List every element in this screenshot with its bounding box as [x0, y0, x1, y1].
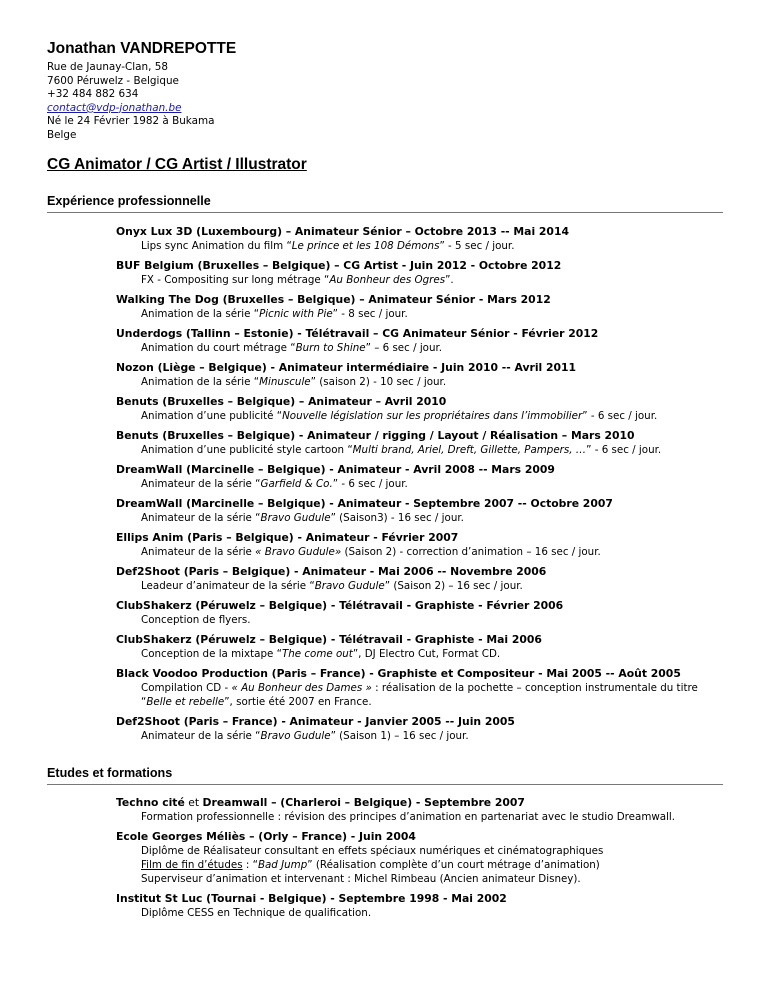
job-title: CG Animator / CG Artist / Illustrator: [47, 156, 307, 173]
experience-entry: [116, 224, 726, 253]
education-description: Diplôme CESS en Technique de qualification.: [141, 907, 372, 919]
education-description: Formation professionnelle : révision des principes d’animation en partenariat avec le studio Dreamwall.: [141, 811, 676, 823]
italic-title: Bravo Gudule: [314, 580, 385, 592]
heading-part: Dreamwall – (Charleroi – Belgique) - Septembre 2007: [202, 796, 525, 809]
heading-part: Ecole Georges Méliès – (Orly – France) - Juin 2004: [116, 830, 416, 843]
experience-heading: DreamWall (Marcinelle – Belgique) - Animateur - Avril 2008 -- Mars 2009: [116, 463, 555, 476]
nationality: Belge: [47, 128, 77, 141]
experience-entry: [116, 462, 726, 491]
education-heading: [116, 829, 726, 844]
experience-heading: BUF Belgium (Bruxelles – Belgique) – CG Artist - Juin 2012 - Octobre 2012: [116, 259, 562, 272]
experience-heading: Underdogs (Tallinn – Estonie) - Télétravail – CG Animateur Sénior - Février 2012: [116, 327, 599, 340]
experience-entry: [116, 632, 726, 661]
candidate-name: Jonathan VANDREPOTTE: [47, 40, 237, 57]
heading-part: et: [184, 796, 203, 809]
italic-title: Garfield & Co.: [260, 478, 333, 490]
experience-description: Animateur de la série « Bravo Gudule» (Saison 2) - correction d’animation – 16 sec / jour.: [141, 546, 601, 558]
experience-heading: ClubShakerz (Péruwelz – Belgique) - Télétravail - Graphiste - Mai 2006: [116, 633, 542, 646]
heading-part: Techno cité: [116, 796, 185, 809]
italic-title: Bravo Gudule: [260, 730, 331, 742]
email-link[interactable]: contact@vdp-jonathan.be: [47, 101, 182, 114]
underlined-text: Film de fin d’études: [141, 859, 243, 871]
experience-entry: [116, 564, 726, 593]
experience-entry: [116, 258, 726, 287]
experience-description: Animation d’une publicité style cartoon “Multi brand, Ariel, Dreft, Gillette, Pampers, …” - 6 sec / jour.: [141, 444, 662, 456]
experience-section-title: Expérience professionnelle: [47, 194, 723, 213]
experience-list: [116, 224, 726, 748]
italic-title: Nouvelle législation sur les propriétaires dans l’immobilier: [282, 410, 583, 422]
education-section-title: Etudes et formations: [47, 766, 723, 785]
experience-heading: Onyx Lux 3D (Luxembourg) – Animateur Sénior – Octobre 2013 -- Mai 2014: [116, 225, 569, 238]
italic-title: Burn to Shine: [295, 342, 366, 354]
italic-title: Bad Jump: [257, 859, 308, 871]
birth-info: Né le 24 Février 1982 à Bukama: [47, 115, 215, 128]
experience-entry: [116, 360, 726, 389]
experience-heading: Def2Shoot (Paris – Belgique) - Animateur - Mai 2006 -- Novembre 2006: [116, 565, 547, 578]
experience-heading: Nozon (Liège – Belgique) - Animateur intermédiaire - Juin 2010 -- Avril 2011: [116, 361, 577, 374]
italic-title: Bravo Gudule: [260, 512, 331, 524]
experience-heading: Benuts (Bruxelles – Belgique) – Animateur – Avril 2010: [116, 395, 447, 408]
experience-description: Leadeur d’animateur de la série “Bravo Gudule” (Saison 2) – 16 sec / jour.: [141, 580, 523, 592]
experience-entry: [116, 292, 726, 321]
address-line-2: 7600 Péruwelz - Belgique: [47, 74, 179, 87]
experience-description: Animation de la série “Picnic with Pie” - 8 sec / jour.: [141, 308, 408, 320]
experience-entry: [116, 714, 726, 743]
italic-title: The come out: [281, 648, 353, 660]
education-description: Superviseur d’animation et intervenant : Michel Rimbeau (Ancien animateur Disney).: [141, 873, 581, 885]
experience-heading: Ellips Anim (Paris – Belgique) - Animateur - Février 2007: [116, 531, 459, 544]
experience-description: Conception de flyers.: [141, 614, 251, 626]
experience-entry: [116, 666, 726, 709]
education-description: Film de fin d’études : “Bad Jump” (Réalisation complète d’un court métrage d’animation): [141, 859, 600, 871]
experience-description: Animation d’une publicité “Nouvelle législation sur les propriétaires dans l’immobilier” - 6 sec / jour.: [141, 410, 658, 422]
experience-description: FX - Compositing sur long métrage “Au Bonheur des Ogres”.: [141, 274, 454, 286]
italic-title: « Au Bonheur des Dames »: [231, 682, 372, 694]
education-entry: [116, 891, 726, 920]
experience-description: Animation du court métrage “Burn to Shine” – 6 sec / jour.: [141, 342, 443, 354]
italic-title: Belle et rebelle: [146, 696, 225, 708]
experience-heading: Def2Shoot (Paris – France) - Animateur - Janvier 2005 -- Juin 2005: [116, 715, 515, 728]
experience-entry: [116, 326, 726, 355]
experience-entry: [116, 496, 726, 525]
experience-description: Animateur de la série “Garfield & Co.” - 6 sec / jour.: [141, 478, 408, 490]
experience-description: Animateur de la série “Bravo Gudule” (Saison 1) – 16 sec / jour.: [141, 730, 469, 742]
italic-title: Multi brand, Ariel, Dreft, Gillette, Pampers, …: [352, 444, 587, 456]
experience-entry: [116, 394, 726, 423]
italic-title: Picnic with Pie: [259, 308, 333, 320]
phone-number: +32 484 882 634: [47, 88, 139, 101]
education-entry: [116, 795, 726, 824]
experience-description: Conception de la mixtape “The come out”, DJ Electro Cut, Format CD.: [141, 648, 501, 660]
italic-title: Minuscule: [259, 376, 311, 388]
address-line-1: Rue de Jaunay-Clan, 58: [47, 61, 168, 73]
experience-entry: [116, 598, 726, 627]
education-heading: [116, 795, 726, 810]
heading-part: Institut St Luc (Tournai - Belgique) - Septembre 1998 - Mai 2002: [116, 892, 507, 905]
experience-entry: [116, 530, 726, 559]
experience-description: Animation de la série “Minuscule” (saison 2) - 10 sec / jour.: [141, 376, 447, 388]
experience-heading: DreamWall (Marcinelle – Belgique) - Animateur - Septembre 2007 -- Octobre 2007: [116, 497, 613, 510]
contact-block: [47, 61, 214, 143]
experience-description: Animateur de la série “Bravo Gudule” (Saison3) - 16 sec / jour.: [141, 512, 464, 524]
italic-title: « Bravo Gudule»: [255, 546, 342, 558]
experience-heading: Walking The Dog (Bruxelles – Belgique) – Animateur Sénior - Mars 2012: [116, 293, 551, 306]
experience-heading: ClubShakerz (Péruwelz – Belgique) - Télétravail - Graphiste - Février 2006: [116, 599, 564, 612]
education-list: [116, 795, 726, 925]
experience-description: Lips sync Animation du film “Le prince et les 108 Démons” - 5 sec / jour.: [141, 240, 515, 252]
italic-title: Le prince et les 108 Démons: [291, 240, 440, 252]
experience-description: Compilation CD - « Au Bonheur des Dames » : réalisation de la pochette – conception instrumentale du titre: [141, 682, 698, 694]
experience-heading: Benuts (Bruxelles – Belgique) - Animateur / rigging / Layout / Réalisation – Mars 2010: [116, 429, 635, 442]
experience-heading: Black Voodoo Production (Paris – France) - Graphiste et Compositeur - Mai 2005 -- Août 2005: [116, 667, 681, 680]
education-description: Diplôme de Réalisateur consultant en effets spéciaux numériques et cinématographiques: [141, 845, 604, 857]
education-heading: [116, 891, 726, 906]
experience-entry: [116, 428, 726, 457]
italic-title: Au Bonheur des Ogres: [329, 274, 446, 286]
education-entry: [116, 829, 726, 886]
experience-description: “Belle et rebelle”, sortie été 2007 en France.: [141, 696, 372, 708]
